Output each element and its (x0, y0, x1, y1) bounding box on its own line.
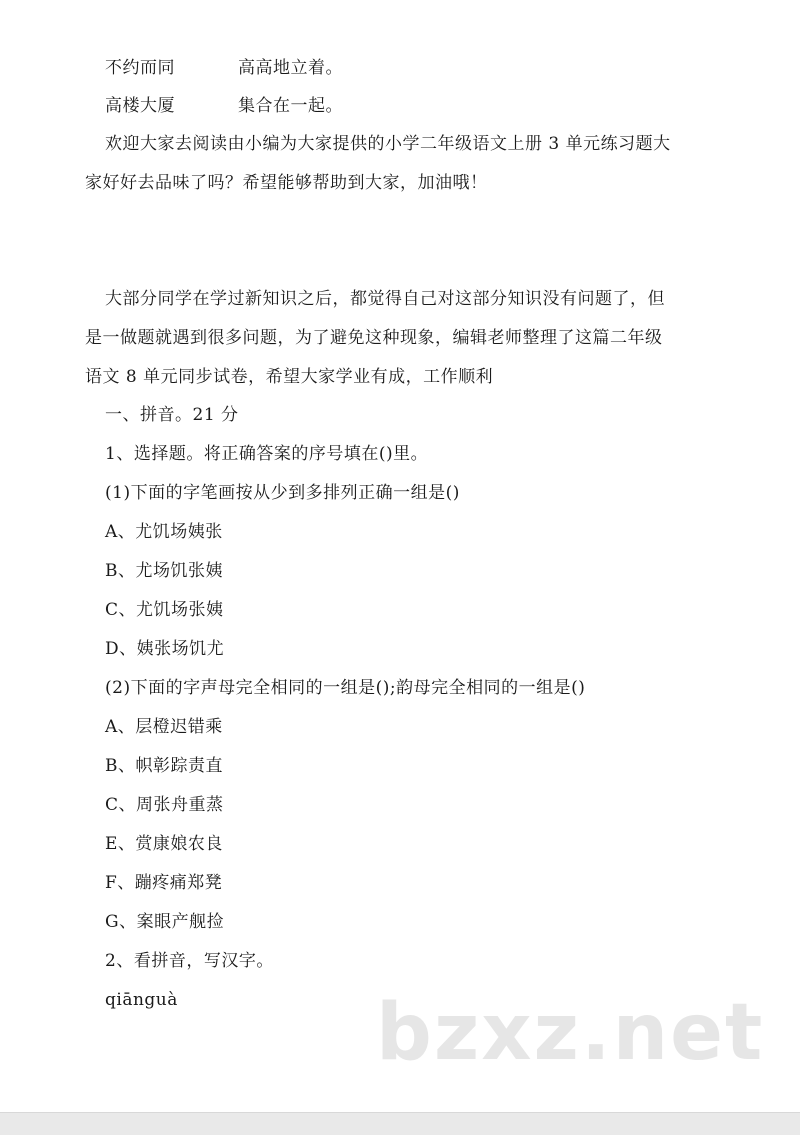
question-text: 2、看拼音，写汉字。 (105, 951, 274, 971)
text-line: 语文 8 单元同步试卷，希望大家学业有成，工作顺利 (85, 367, 494, 387)
page-bottom-bar (0, 1112, 800, 1135)
question-text: (1)下面的字笔画按从少到多排列正确一组是() (105, 483, 460, 503)
answer-option: B、尤场饥张姨 (105, 561, 223, 581)
answer-option: G、案眼产舰捡 (105, 912, 225, 932)
text-line: 高楼大厦 (105, 96, 175, 116)
text-line: 是一做题就遇到很多问题，为了避免这种现象，编辑老师整理了这篇二年级 (85, 328, 663, 348)
answer-option: C、周张舟重蒸 (105, 795, 224, 815)
section-heading: 一、拼音。21 分 (105, 405, 239, 425)
text-line: 欢迎大家去阅读由小编为大家提供的小学二年级语文上册 3 单元练习题大 (105, 134, 671, 154)
answer-option: F、蹦疼痛郑凳 (105, 873, 223, 893)
text-line: 高高地立着。 (238, 58, 343, 78)
text-line: 家好好去品味了吗？希望能够帮助到大家，加油哦！ (85, 173, 488, 193)
question-text: (2)下面的字声母完全相同的一组是();韵母完全相同的一组是() (105, 678, 586, 698)
answer-option: A、尤饥场姨张 (105, 522, 223, 542)
answer-option: E、赏康娘农良 (105, 834, 223, 854)
text-line: 集合在一起。 (238, 96, 343, 116)
answer-option: D、姨张场饥尤 (105, 639, 225, 659)
text-line: 不约而同 (105, 58, 175, 78)
pinyin-text: qiānguà (105, 990, 178, 1010)
question-text: 1、选择题。将正确答案的序号填在()里。 (105, 444, 429, 464)
answer-option: C、尤饥场张姨 (105, 600, 224, 620)
answer-option: A、层橙迟错乘 (105, 717, 223, 737)
text-line: 大部分同学在学过新知识之后，都觉得自己对这部分知识没有问题了，但 (105, 289, 665, 309)
answer-option: B、帜彰踪责直 (105, 756, 223, 776)
site-watermark: bzxz.net (376, 988, 765, 1078)
